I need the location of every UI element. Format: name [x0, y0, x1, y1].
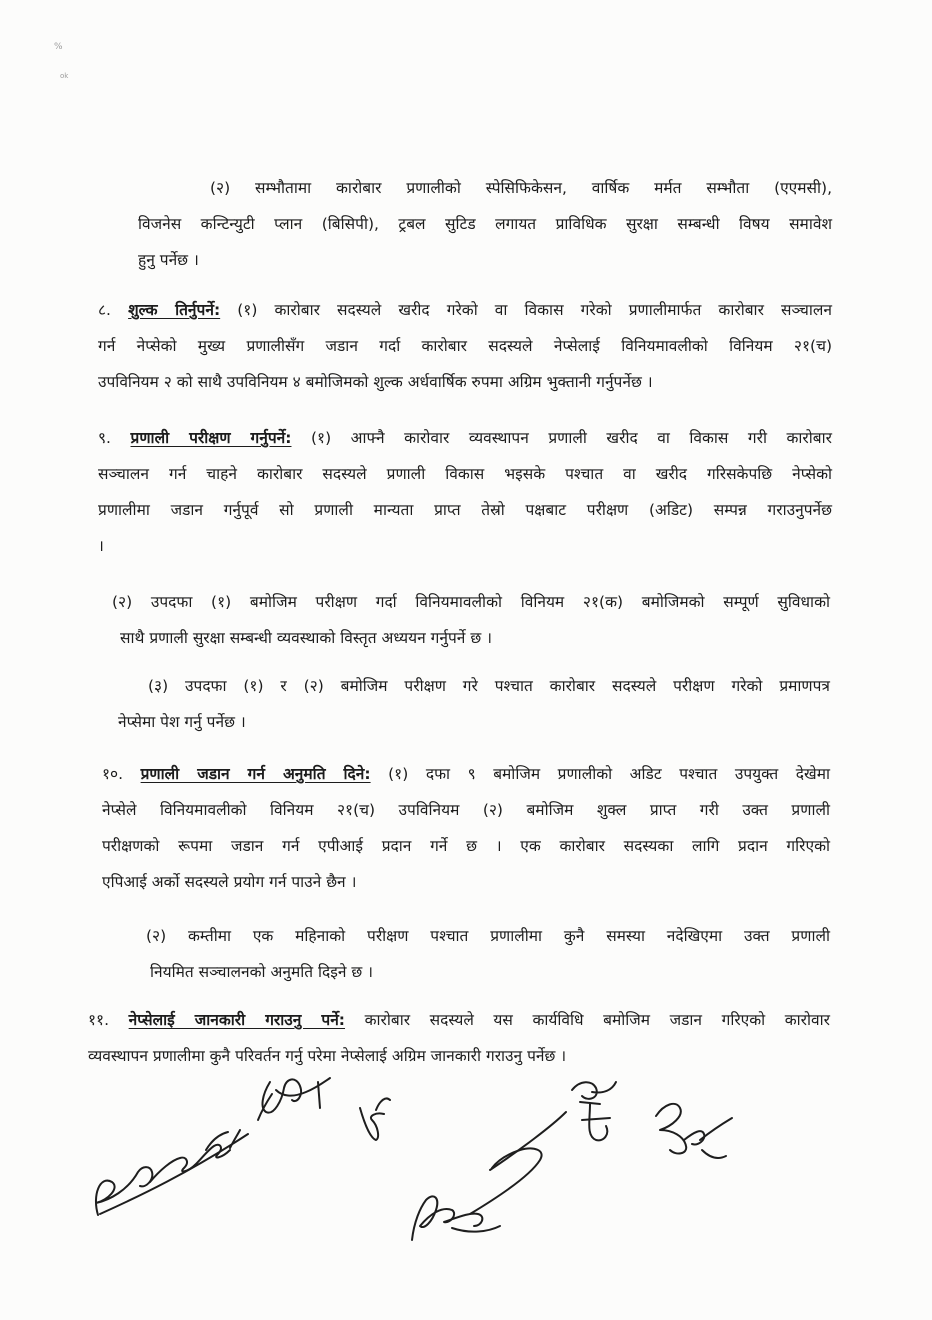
clause-heading: शुल्क तिर्नुपर्ने:	[128, 301, 221, 319]
text-line: सञ्चालन गर्न चाहने कारोबार सदस्यले प्रणाली विकास भइसके पश्चात वा खरीद गरिसकेपछि नेप्सेको	[98, 465, 832, 483]
clause-9	[98, 420, 832, 564]
text-line: नेप्सेले विनियमावलीको विनियम २१(च) उपविनियम (२) बमोजिम शुक्ल प्राप्त गरी उक्त प्रणाली	[102, 801, 830, 819]
clause-7-subclause-2	[138, 170, 832, 278]
scan-speck: %	[54, 42, 63, 52]
clause-9-subclause-3	[118, 668, 830, 740]
clause-number: ११.	[88, 1011, 110, 1029]
text-line: (३) उपदफा (१) र (२) बमोजिम परीक्षण गरे पश्चात कारोबार सदस्यले परीक्षण गरेको प्रमाणपत्र	[148, 677, 830, 695]
text-line: (२) उपदफा (१) बमोजिम परीक्षण गर्दा विनियमावलीको विनियम २१(क) बमोजिमको सम्पूर्ण सुविधाको	[112, 593, 830, 611]
text-line: हुनु पर्नेछ ।	[138, 251, 199, 269]
text-line: (१) कारोबार सदस्यले खरीद गरेको वा विकास गरेको प्रणालीमार्फत कारोबार सञ्चालन	[220, 301, 832, 319]
text-line: एपिआई अर्को सदस्यले प्रयोग गर्न पाउने छैन ।	[102, 873, 357, 891]
text-line: (१) आफ्नै कारोवार व्यवस्थापन प्रणाली खरीद वा विकास गरी कारोबार	[291, 429, 832, 447]
sweep-signature	[412, 1112, 566, 1240]
text-line: (२) सम्भौतामा कारोबार प्रणालीको स्पेसिफिकेसन, वार्षिक मर्मत सम्भौता (एएमसी),	[210, 179, 832, 197]
clause-8	[98, 292, 832, 400]
dated-signature	[96, 1130, 248, 1215]
text-line: ।	[98, 537, 104, 555]
clause-10-subclause-2	[146, 918, 830, 990]
text-line: परीक्षणको रूपमा जडान गर्न एपीआई प्रदान गर्ने छ । एक कारोबार सदस्यका लागि प्रदान गरिएको	[102, 837, 830, 855]
clause-10	[102, 756, 830, 900]
clause-11	[88, 1002, 830, 1074]
text-line: (२) कम्तीमा एक महिनाको परीक्षण पश्चात प्रणालीमा कुनै समस्या नदेखिएमा उक्त प्रणाली	[146, 927, 830, 945]
text-line: विजनेस कन्टिन्युटी प्लान (बिसिपी), ट्रबल सुटिड लगायत प्राविधिक सुरक्षा सम्बन्धी विषय समावेश	[138, 215, 832, 233]
loop-signature	[258, 1078, 330, 1120]
text-line: प्रणालीमा जडान गर्नुपूर्व सो प्रणाली मान्यता प्राप्त तेस्रो पक्षबाट परीक्षण (अडिट) सम्पन्न गराउनुपर्नेछ	[98, 501, 832, 519]
hook-signature	[572, 1082, 616, 1140]
clause-heading: प्रणाली जडान गर्न अनुमति दिने:	[140, 765, 371, 783]
text-line: कारोबार सदस्यले यस कार्यविधि बमोजिम जडान गरिएको कारोवार	[345, 1011, 830, 1029]
text-line: उपविनियम २ को साथै उपविनियम ४ बमोजिमको शुल्क अर्धवार्षिक रुपमा अग्रिम भुक्तानी गर्नुपर्नेछ ।	[98, 373, 653, 391]
clause-number: ८.	[98, 301, 111, 319]
text-line: (१) दफा ९ बमोजिम प्रणालीको अडिट पश्चात उपयुक्त देखेमा	[370, 765, 830, 783]
clause-heading: नेप्सेलाई जानकारी गराउनु पर्ने:	[128, 1011, 346, 1029]
text-line: नियमित सञ्चालनको अनुमति दिइने छ ।	[150, 963, 374, 981]
clause-9-subclause-2	[112, 584, 830, 656]
clause-number: ९.	[98, 429, 111, 447]
flourish-signature	[656, 1104, 732, 1158]
text-line: साथै प्रणाली सुरक्षा सम्बन्धी व्यवस्थाको विस्तृत अध्ययन गर्नुपर्ने छ ।	[120, 629, 492, 647]
text-line: नेप्सेमा पेश गर्नु पर्नेछ ।	[118, 713, 246, 731]
scan-speck: ok	[60, 72, 69, 80]
clause-heading: प्रणाली परीक्षण गर्नुपर्ने:	[130, 429, 292, 447]
text-line: व्यवस्थापन प्रणालीमा कुनै परिवर्तन गर्नु परेमा नेप्सेलाई अग्रिम जानकारी गराउनु पर्नेछ ।	[88, 1047, 567, 1065]
small-signature	[360, 1098, 390, 1140]
clause-number: १०.	[102, 765, 124, 783]
text-line: गर्न नेप्सेको मुख्य प्रणालीसँग जडान गर्दा कारोबार सदस्यले नेप्सेलाई विनियमावलीको विनियम २१(च)	[98, 337, 832, 355]
